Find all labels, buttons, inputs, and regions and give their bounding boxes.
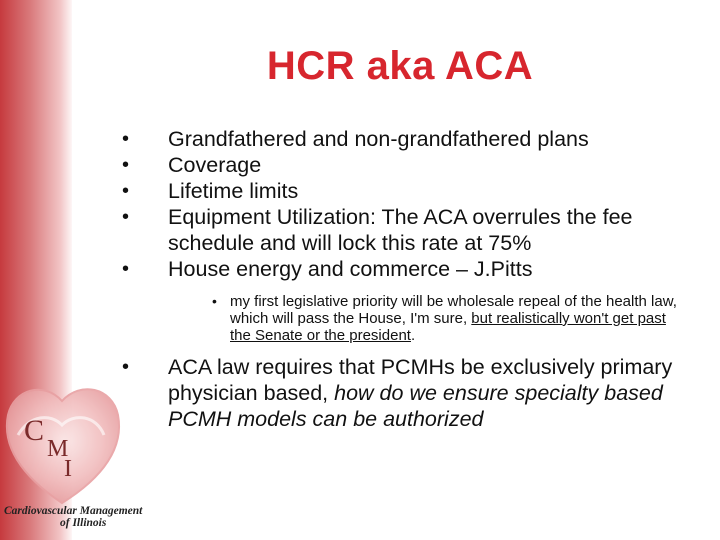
logo-line2: of Illinois (60, 517, 107, 529)
last-bullet-italic: how do we ensure specialty based PCMH models can be authorized (168, 381, 663, 431)
last-bullet-text: ACA law requires that PCMHs be exclusively primary physician based, (168, 355, 673, 405)
slide-title: HCR aka ACA (266, 44, 534, 88)
logo-line1: Cardiovascular Management (4, 505, 143, 517)
sub-bullet-text: my first legislative priority will be wholesale repeal of the health law, which will pass the House, I'm sure, (230, 293, 677, 327)
bullet-item: • Equipment Utilization: The ACA overrules the fee schedule and will lock this rate at 75% (122, 204, 682, 256)
bullet-item: • Lifetime limits (122, 178, 682, 204)
logo-letter-m: M (47, 436, 69, 462)
bullet-list (122, 126, 682, 432)
logo-letter-i: I (64, 456, 72, 482)
bullet-item: • Grandfathered and non-grandfathered plans (122, 126, 682, 152)
sub-bullet-underlined: but realistically won't get past the Senate or the president (230, 310, 666, 344)
bullet-item: • Coverage (122, 152, 682, 178)
bullet-item: • House energy and commerce – J.Pitts (122, 256, 682, 282)
logo-letter-c: C (24, 414, 45, 447)
sub-bullet-item (122, 293, 682, 344)
sub-bullet-end: . (410, 327, 416, 344)
logo-caption (4, 505, 142, 529)
bullet-item (122, 354, 682, 432)
